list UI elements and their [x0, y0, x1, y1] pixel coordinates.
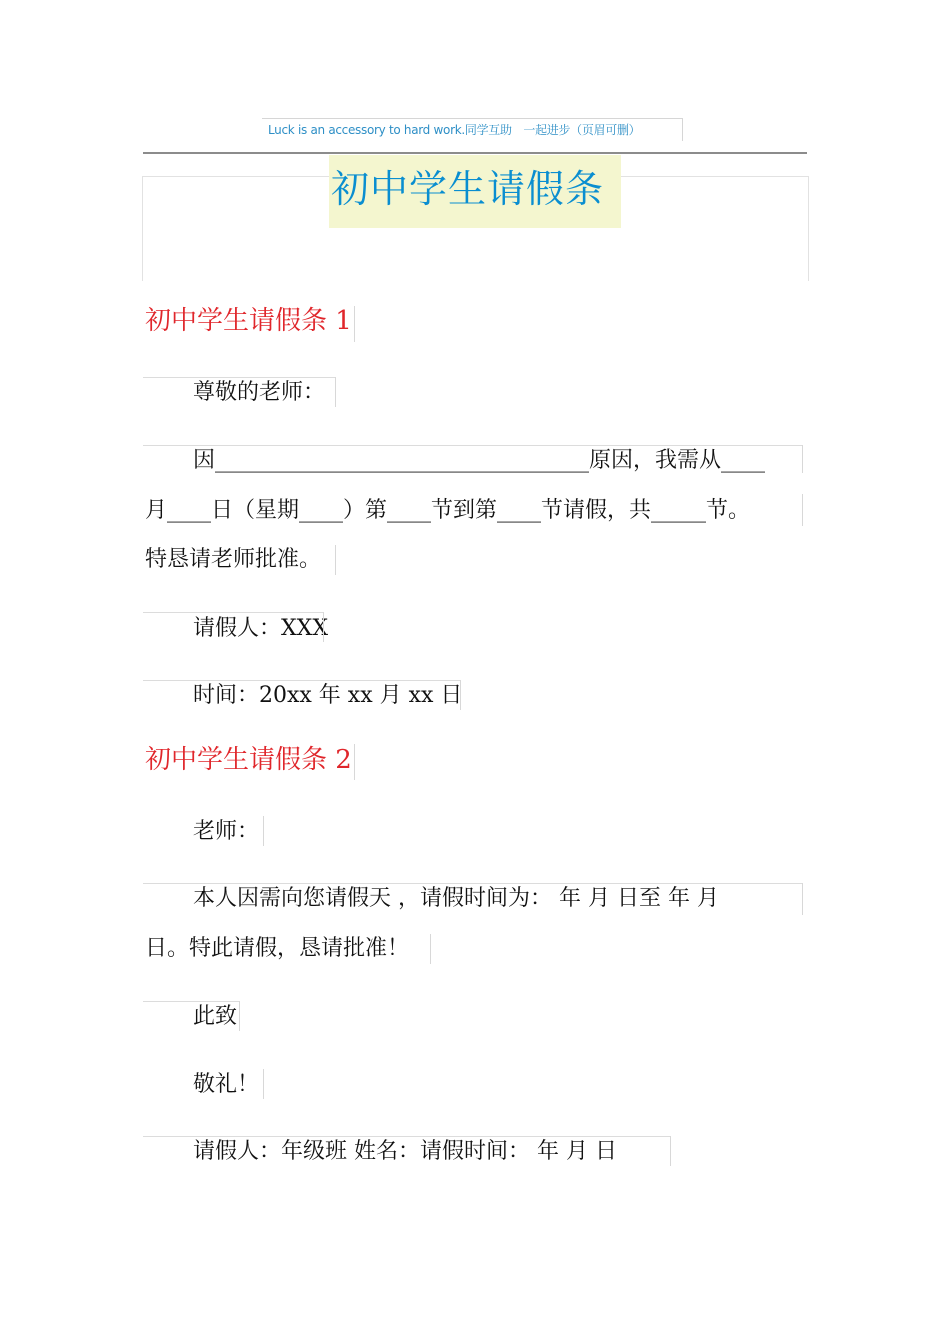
text-guide	[430, 934, 431, 964]
text-guide	[335, 545, 336, 575]
document-title: 初中学生请假条	[331, 167, 605, 211]
greeting-2: 老师：	[193, 819, 260, 844]
section-heading-1: 初中学生请假条 1	[145, 306, 352, 336]
body-line-4: 本人因需向您请假天 ，请假时间为： 年 月 日至 年 月	[193, 886, 719, 911]
text-guide	[354, 744, 355, 780]
text-guide	[335, 377, 336, 407]
closing-1: 此致	[193, 1004, 238, 1029]
page-header-text: Luck is an accessory to hard work.同学互助 一起进步（页眉可删）	[268, 123, 641, 137]
text-guide	[670, 1136, 671, 1166]
body-line-2: 月____日（星期____）第____节到第____节请假，共_____节。	[145, 498, 751, 523]
text-guide	[323, 612, 324, 642]
text-guide	[263, 816, 264, 846]
text-guide	[354, 306, 355, 342]
applicant-1: 请假人：XXX	[193, 616, 328, 641]
date-1: 时间：20xx 年 xx 月 xx 日	[193, 683, 463, 708]
text-guide	[802, 494, 803, 526]
body-line-3: 特恳请老师批准。	[145, 547, 322, 572]
header-divider	[143, 152, 807, 154]
text-guide	[263, 1069, 264, 1099]
text-guide	[460, 680, 461, 710]
text-guide	[239, 1001, 240, 1031]
greeting-1: 尊敬的老师：	[193, 380, 326, 405]
text-guide	[802, 445, 803, 473]
signature-2: 请假人：年级班 姓名：请假时间： 年 月 日	[193, 1139, 617, 1164]
body-line-1: 因__________________________________原因，我需从____	[193, 448, 766, 473]
text-guide	[802, 883, 803, 915]
body-line-5: 日。特此请假，恳请批准！	[145, 936, 410, 961]
section-heading-2: 初中学生请假条 2	[145, 745, 352, 775]
closing-2: 敬礼！	[193, 1072, 260, 1097]
